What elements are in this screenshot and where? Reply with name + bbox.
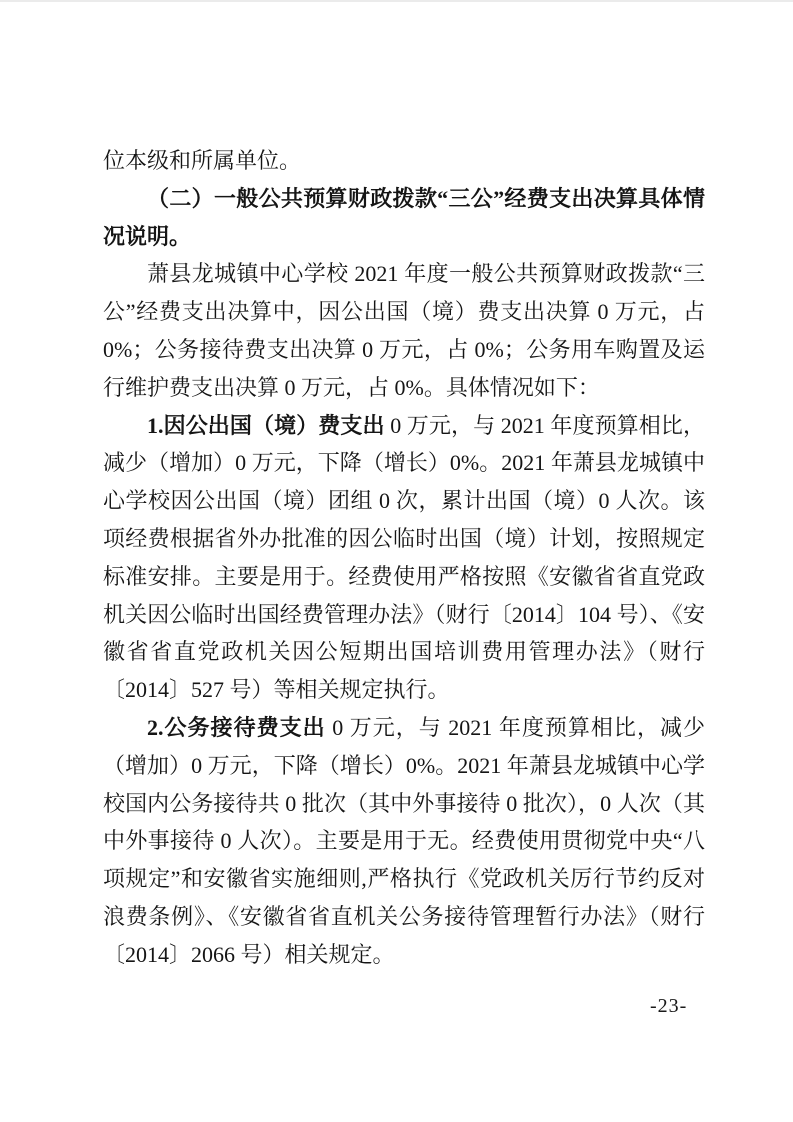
paragraph-continuation bbox=[103, 142, 705, 180]
item-1-bold-lead: 1.因公出国（境）费支出 bbox=[147, 412, 385, 438]
item-1-body-text: 0 万元，与 2021 年度预算相比，减少（增加）0 万元，下降（增长）0%。2021 年萧县龙城镇中心学校因公出国（境）团组 0 次，累计出国（境）0 人次。该项经费根据省外办批准的因公临时出国（境）计划，按照规定标准安排。主要是用于。经费使用严格按照《安徽省省直党政机关因公临时出国经费管理办法》（财行〔2014〕104 号）、《安徽省省直党政机关因公短期出国培训费用管理办法》（财行〔2014〕527 号）等相关规定执行。 bbox=[103, 412, 705, 703]
document-body bbox=[103, 142, 705, 974]
paragraph-item-2-reception-expense bbox=[103, 709, 705, 974]
section-heading-text: （二）一般公共预算财政拨款“三公”经费支出决算具体情况说明。 bbox=[103, 185, 705, 249]
paragraph-sangong-overview-text: 萧县龙城镇中心学校 2021 年度一般公共预算财政拨款“三公”经费支出决算中，因公出国（境）费支出决算 0 万元，占 0%；公务接待费支出决算 0 万元，占 0%；公务用车购置及运行维护费支出决算 0 万元，占 0%。具体情况如下： bbox=[103, 261, 705, 400]
item-2-bold-lead: 2.公务接待费支出 bbox=[147, 714, 326, 740]
paragraph-item-1-abroad-expense bbox=[103, 407, 705, 709]
paragraph-sangong-overview bbox=[103, 255, 705, 406]
page-number: -23- bbox=[650, 995, 688, 1017]
paragraph-continuation-text: 位本级和所属单位。 bbox=[103, 148, 302, 173]
item-2-body-text: 0 万元，与 2021 年度预算相比，减少（增加）0 万元，下降（增长）0%。2021 年萧县龙城镇中心学校国内公务接待共 0 批次（其中外事接待 0 批次），0 人次（其中外事接待 0 人次）。主要是用于无。经费使用贯彻党中央“八项规定”和安徽省实施细则,严格执行《党政机关厉行节约反对浪费条例》、《安徽省省直机关公务接待管理暂行办法》（财行〔2014〕2066 号）相关规定。 bbox=[103, 714, 705, 967]
section-heading bbox=[103, 180, 705, 256]
